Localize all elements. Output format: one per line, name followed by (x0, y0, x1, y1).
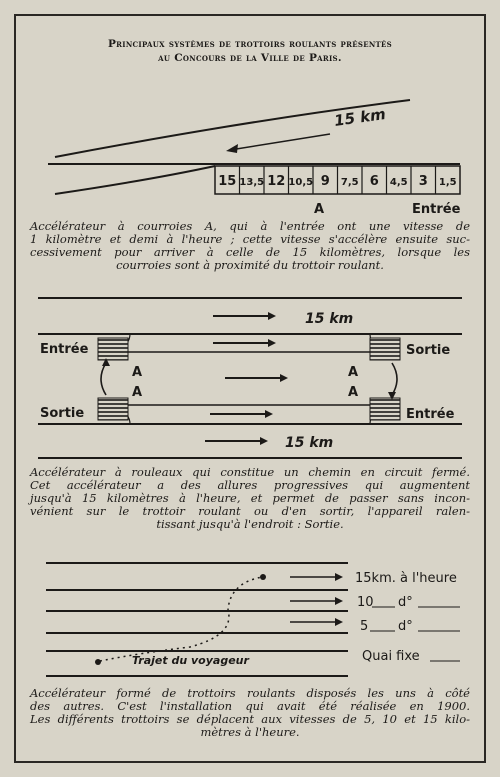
arrow-head (260, 437, 268, 445)
speed-top-label: 15 km (305, 311, 354, 327)
caption-2-line: Cet accélérateur a des allures progressives qui augmentent (30, 478, 470, 492)
entree-right: Entrée (406, 407, 455, 422)
sortie-left: Sortie (40, 406, 85, 421)
caption-1-line: courroies sont à proximité du trottoir roulant. (116, 258, 384, 272)
figure-belt-accelerator (0, 80, 500, 220)
speed-cells (215, 166, 460, 194)
caption-2-line: tissant jusqu'à l'endroit : Sortie. (156, 517, 344, 531)
caption-3 (30, 687, 470, 739)
arrow-head (226, 144, 238, 153)
speed-bottom-label: 15 km (285, 435, 334, 451)
caption-2-line: vénient sur le trottoir roulant ou d'en sortir, l'appareil ralen- (30, 504, 470, 518)
a-label: A (348, 385, 359, 400)
speed-cell: 6 (369, 174, 379, 189)
direction-arrow (230, 134, 330, 150)
roller-bottom-left (98, 398, 128, 420)
roller-top-right (370, 338, 400, 360)
caption-1-line: cessivement pour arriver à celle de 15 kilomètres, lorsque les (30, 245, 470, 259)
speed-cell: 15 (218, 174, 237, 189)
right-return-arrow (392, 363, 397, 395)
speed-cell: 7,5 (340, 177, 359, 188)
arrow-head (280, 374, 288, 382)
lower-curve (55, 166, 215, 194)
speed-cell: 10,5 (288, 177, 314, 188)
speed-cell: 12 (267, 174, 286, 189)
caption-2-line: Accélérateur à rouleaux qui constitue un chemin en circuit fermé. (30, 465, 470, 479)
caption-3-line: mètres à l'heure. (200, 725, 300, 739)
path-end-dot (260, 574, 266, 580)
marker-a: A (314, 202, 325, 217)
figure-parallel-walkways (0, 555, 500, 685)
ditto-5: d° (398, 619, 413, 634)
ditto-10: d° (398, 595, 413, 610)
a-label: A (132, 365, 143, 380)
arrow-head (268, 339, 276, 347)
entree-label: Entrée (412, 202, 461, 217)
trajet-label: Trajet du voyageur (132, 654, 249, 667)
arrow-head (335, 618, 343, 626)
speed-label: 15 km (333, 104, 387, 130)
speed-cell: 4,5 (389, 177, 408, 188)
path-start-dot (95, 659, 101, 665)
roller-top-left (98, 338, 128, 360)
quai-label: Quai fixe (362, 649, 420, 664)
figure-roller-accelerator (0, 290, 500, 465)
speed-cell: 3 (418, 174, 428, 189)
caption-1-line: Accélérateur à courroies A, qui à l'entrée ont une vitesse de (30, 219, 470, 233)
speed-10-label: 10 (357, 595, 374, 610)
caption-3-line: Accélérateur formé de trottoirs roulants disposés les uns à côté (30, 686, 470, 700)
caption-1-line: 1 kilomètre et demi à l'heure ; cette vitesse s'accélère ensuite suc- (30, 232, 470, 246)
arrow-head (265, 410, 273, 418)
speed-cell: 1,5 (438, 177, 457, 188)
a-label: A (348, 365, 359, 380)
caption-1 (30, 220, 470, 272)
left-return-arrow (101, 363, 106, 395)
speed-cell: 9 (320, 174, 330, 189)
arrow-head (335, 597, 343, 605)
caption-3-line: Les différents trottoirs se déplacent aux vitesses de 5, 10 et 15 kilo- (30, 712, 470, 726)
caption-3-line: des autres. C'est l'installation qui avait été réalisée en 1900. (30, 699, 470, 713)
speed-cell: 13,5 (239, 177, 265, 188)
title-line-2: au Concours de la Ville de Paris. (158, 52, 342, 64)
a-label: A (132, 385, 143, 400)
entree-left: Entrée (40, 342, 89, 357)
arrow-head (268, 312, 276, 320)
speed-15-label: 15km. à l'heure (355, 571, 457, 586)
arrow-head (335, 573, 343, 581)
sortie-right: Sortie (406, 343, 451, 358)
caption-2-line: jusqu'à 15 kilomètres à l'heure, et permet de passer sans incon- (30, 491, 470, 505)
title-line-1: Principaux systèmes de trottoirs roulants présentés (107, 38, 393, 50)
caption-2 (30, 466, 470, 531)
speed-5-label: 5 (360, 619, 369, 634)
roller-bottom-right (370, 398, 400, 420)
